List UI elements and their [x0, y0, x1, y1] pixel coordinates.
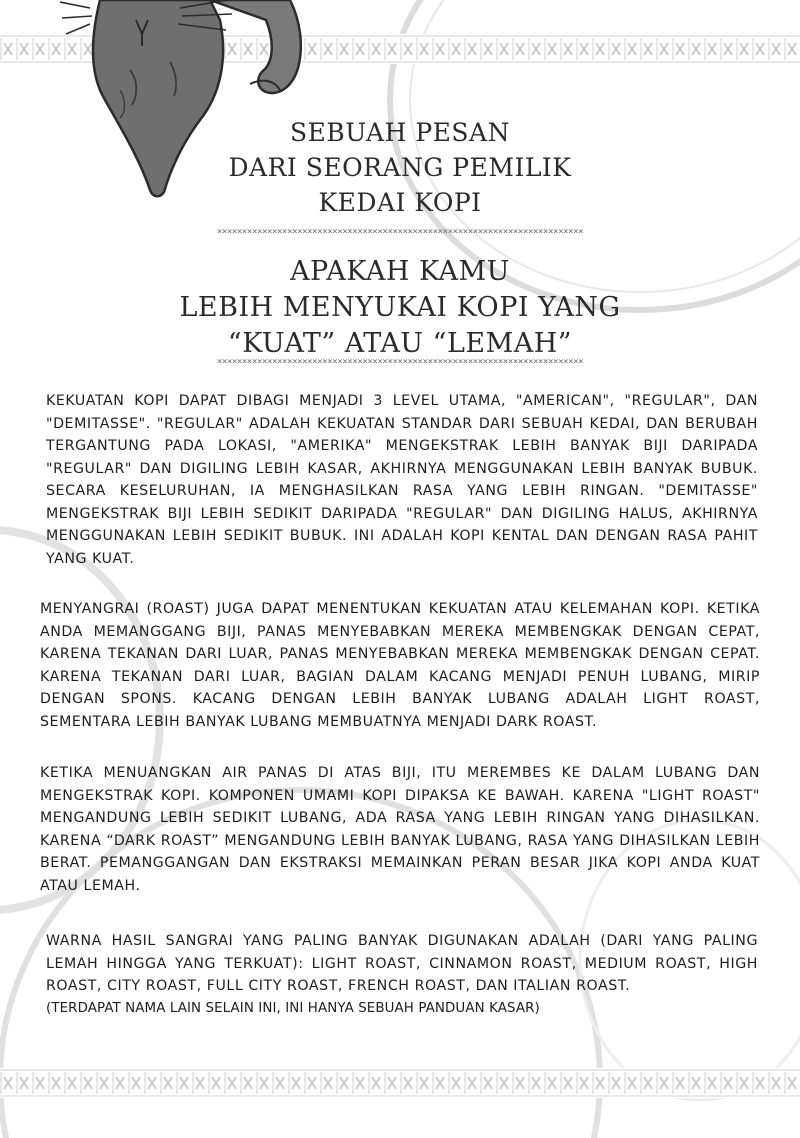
paragraph-roasting: MENYANGRAI (ROAST) JUGA DAPAT MENENTUKAN KEKUATAN ATAU KELEMAHAN KOPI. KETIKA ANDA MEMANGGANG BIJI, PANAS MENYEBABKAN MEREKA MEMBENGKAK DENGAN CEPAT, KARENA TEKANAN DARI LUAR, PANAS MENYEBABKAN MEREKA MEMBENGKAK DENGAN CEPAT. KARENA TEKANAN DARI LUAR, BAGIAN DALAM KACANG MENJADI PENUH LUBANG, MIRIP DENGAN SPONS. KACANG DENGAN LEBIH BANYAK LUBANG ADALAH LIGHT ROAST, SEMENTARA LEBIH BANYAK LUBANG MEMBUATNYA MENJADI DARK ROAST. [40, 601, 760, 730]
question-divider: ××××××××××××××××××××××××××××××××××××××××××××××××××××××××××××××××××××××××× [216, 357, 584, 367]
paragraph-roast-colors [46, 930, 758, 1020]
paragraph-extraction: KETIKA MENUANGKAN AIR PANAS DI ATAS BIJI, ITU MEREMBES KE DALAM LUBANG DAN MENGEKSTRAK KOPI. KOMPONEN UMAMI KOPI DIPAKSA KE BAWAH. KARENA "LIGHT ROAST" MENGANDUNG LEBIH SEDIKIT LUBANG, ADA RASA YANG LEBIH RINGAN YANG DIHASILKAN. KARENA “DARK ROAST” MENGANDUNG LEBIH BANYAK LUBANG, RASA YANG DIHASILKAN LEBIH BERAT. PEMANGGANGAN DAN EKSTRAKSI MEMAINKAN PERAN BESAR JIKA KOPI ANDA KUAT ATAU LEMAH. [40, 765, 760, 894]
question-line-3: “KUAT” ATAU “LEMAH” [227, 328, 573, 359]
question-line-2: LEBIH MENYUKAI KOPI YANG [179, 292, 621, 323]
question-line-1: APAKAH KAMU [290, 256, 510, 287]
page-title [180, 115, 620, 220]
title-line-1: SEBUAH PESAN [290, 118, 510, 147]
bottom-border-pattern [0, 1068, 800, 1098]
question-heading [150, 254, 650, 362]
title-divider: ××××××××××××××××××××××××××××××××××××××××××××××××××××××××××××××××××××××××× [216, 227, 584, 237]
roast-colors-text: WARNA HASIL SANGRAI YANG PALING BANYAK DIGUNAKAN ADALAH (DARI YANG PALING LEMAH HINGGA YANG TERKUAT): LIGHT ROAST, CINNAMON ROAST, MEDIUM ROAST, HIGH ROAST, CITY ROAST, FULL CITY ROAST, FRENCH ROAST, DAN ITALIAN ROAST. [46, 933, 758, 994]
title-line-2: DARI SEORANG PEMILIK [228, 153, 572, 182]
bottom-border-band [0, 1068, 800, 1098]
paragraph-coffee-strength-levels: KEKUATAN KOPI DAPAT DIBAGI MENJADI 3 LEVEL UTAMA, "AMERICAN", "REGULAR", DAN "DEMITASSE". "REGULAR" ADALAH KEKUATAN STANDAR DARI SEBUAH KEDAI, DAN BERUBAH TERGANTUNG PADA LOKASI, "AMERIKA" MENGEKSTRAK LEBIH BANYAK BIJI DARIPADA "REGULAR" DAN DIGILING LEBIH KASAR, AKHIRNYA MENGGUNAKAN LEBIH BANYAK BUBUK. SECARA KESELURUHAN, IA MENGHASILKAN RASA YANG LEBIH RINGAN. "DEMITASSE" MENGEKSTRAK BIJI LEBIH SEDIKIT DARIPADA "REGULAR" DAN DIGILING HALUS, AKHIRNYA MENGGUNAKAN LEBIH SEDIKIT BUBUK. INI ADALAH KOPI KENTAL DAN DENGAN RASA PAHIT YANG KUAT. [46, 393, 758, 567]
title-line-3: KEDAI KOPI [318, 188, 482, 217]
roast-colors-note: (TERDAPAT NAMA LAIN SELAIN INI, INI HANYA SEBUAH PANDUAN KASAR) [46, 1000, 540, 1016]
